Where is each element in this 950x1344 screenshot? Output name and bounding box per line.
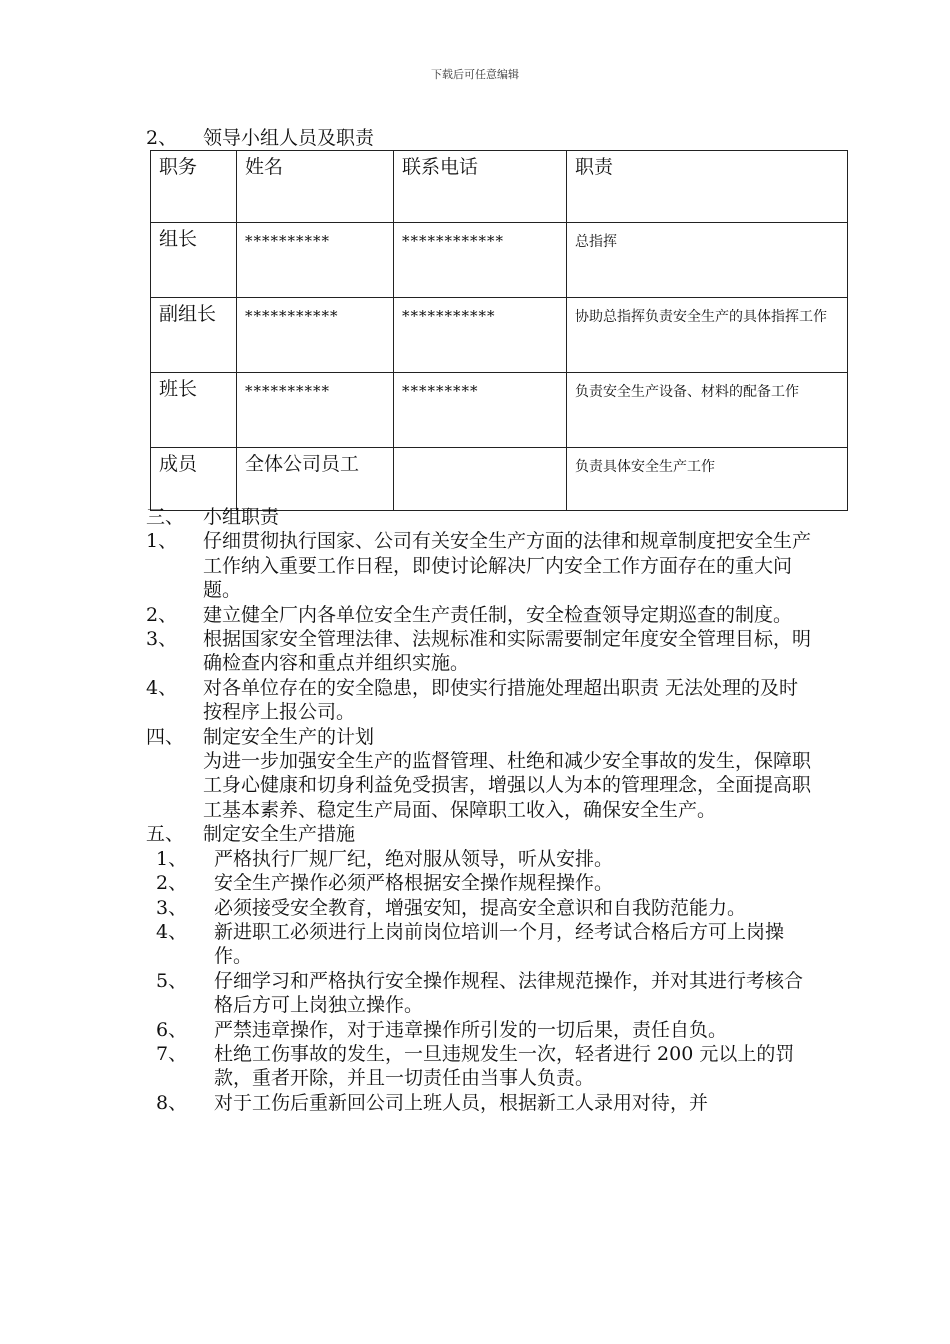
section4-heading bbox=[146, 725, 816, 749]
section2-number: 2、 bbox=[146, 127, 178, 149]
list-number: 3、 bbox=[156, 896, 188, 919]
list-number: 8、 bbox=[156, 1091, 188, 1114]
table-header-row bbox=[151, 151, 848, 223]
table-header-cell: 姓名 bbox=[237, 151, 394, 223]
list-text: 仔细学习和严格执行安全操作规程、法律规范操作，并对其进行考核合格后方可上岗独立操作。 bbox=[214, 969, 804, 1017]
list-number: 7、 bbox=[156, 1042, 188, 1065]
section2-heading bbox=[146, 126, 374, 150]
table-header-cell: 职责 bbox=[567, 151, 848, 223]
table-header-cell: 联系电话 bbox=[394, 151, 567, 223]
duty-cell: 负责安全生产设备、材料的配备工作 bbox=[567, 373, 848, 448]
list-item bbox=[146, 627, 816, 676]
phone-cell bbox=[394, 448, 567, 511]
list-item bbox=[146, 969, 816, 1018]
role-cell: 副组长 bbox=[151, 298, 237, 373]
name-cell: ********** bbox=[237, 373, 394, 448]
list-text: 严格执行厂规厂纪，绝对服从领导，听从安排。 bbox=[214, 847, 614, 870]
name-cell: ********** bbox=[237, 223, 394, 298]
section3-heading bbox=[146, 505, 816, 529]
list-item bbox=[146, 603, 816, 627]
table-row bbox=[151, 448, 848, 511]
duty-cell: 协助总指挥负责安全生产的具体指挥工作 bbox=[567, 298, 848, 373]
role-cell: 组长 bbox=[151, 223, 237, 298]
list-item bbox=[146, 920, 816, 969]
list-number: 2、 bbox=[146, 603, 178, 626]
list-text: 建立健全厂内各单位安全生产责任制，安全检查领导定期巡查的制度。 bbox=[203, 603, 793, 626]
list-number: 3、 bbox=[146, 628, 178, 651]
section3-title: 小组职责 bbox=[203, 506, 280, 528]
role-cell: 成员 bbox=[151, 448, 237, 511]
list-text: 对于工伤后重新回公司上班人员，根据新工人录用对待，并 bbox=[214, 1091, 709, 1114]
list-number: 6、 bbox=[156, 1018, 188, 1041]
list-item bbox=[146, 871, 816, 895]
list-number: 5、 bbox=[156, 969, 188, 992]
name-cell: 全体公司员工 bbox=[237, 448, 394, 511]
section2-title: 领导小组人员及职责 bbox=[203, 127, 375, 149]
list-item bbox=[146, 1091, 816, 1115]
table-row bbox=[151, 223, 848, 298]
list-text: 根据国家安全管理法律、法规标准和实际需要制定年度安全管理目标，明确检查内容和重点并组织实施。 bbox=[203, 628, 812, 675]
section4-paragraph: 为进一步加强安全生产的监督管理、杜绝和减少安全事故的发生，保障职工身心健康和切身利益免受损害，增强以人为本的管理理念，全面提高职工基本素养、稳定生产局面、保障职工收入，确保安全生产。 bbox=[203, 750, 812, 821]
list-text: 杜绝工伤事故的发生，一旦违规发生一次，轻者进行 200 元以上的罚款，重者开除，并且一切责任由当事人负责。 bbox=[214, 1042, 795, 1090]
list-text: 对各单位存在的安全隐患，即使实行措施处理超出职责 无法处理的及时按程序上报公司。 bbox=[203, 676, 799, 724]
role-cell: 班长 bbox=[151, 373, 237, 448]
section5-number: 五、 bbox=[146, 823, 185, 846]
phone-cell: *********** bbox=[394, 298, 567, 373]
table-header-cell: 职务 bbox=[151, 151, 237, 223]
phone-cell: ************ bbox=[394, 223, 567, 298]
list-text: 安全生产操作必须严格根据安全操作规程操作。 bbox=[214, 872, 614, 895]
section4-title: 制定安全生产的计划 bbox=[203, 725, 375, 748]
list-item bbox=[146, 676, 816, 725]
duty-cell: 总指挥 bbox=[567, 223, 848, 298]
list-text: 必须接受安全教育，增强安知，提高安全意识和自我防范能力。 bbox=[214, 896, 747, 919]
list-text: 严禁违章操作，对于违章操作所引发的一切后果，责任自负。 bbox=[214, 1018, 728, 1041]
duty-cell: 负责具体安全生产工作 bbox=[567, 448, 848, 511]
phone-cell: ********* bbox=[394, 373, 567, 448]
list-number: 4、 bbox=[156, 920, 188, 943]
table-row bbox=[151, 298, 848, 373]
list-number: 4、 bbox=[146, 676, 178, 699]
list-number: 2、 bbox=[156, 872, 188, 895]
list-number: 1、 bbox=[156, 847, 188, 870]
header-note: 下载后可任意编辑 bbox=[431, 68, 519, 81]
list-item bbox=[146, 896, 816, 920]
list-item bbox=[146, 847, 816, 871]
list-item bbox=[146, 1018, 816, 1042]
section3-number: 三、 bbox=[146, 506, 185, 528]
list-text: 新进职工必须进行上岗前岗位培训一个月，经考试合格后方可上岗操作。 bbox=[214, 920, 785, 968]
list-item bbox=[146, 529, 816, 602]
list-text: 仔细贯彻执行国家、公司有关安全生产方面的法律和规章制度把安全生产工作纳入重要工作日程，即使讨论解决厂内安全工作方面存在的重大问题。 bbox=[203, 530, 812, 602]
table-row bbox=[151, 373, 848, 448]
list-item bbox=[146, 1042, 816, 1091]
name-cell: *********** bbox=[237, 298, 394, 373]
section5-title: 制定安全生产措施 bbox=[203, 823, 356, 846]
list-number: 1、 bbox=[146, 530, 178, 553]
section5-heading bbox=[146, 822, 816, 846]
section4-number: 四、 bbox=[146, 725, 185, 748]
document-body bbox=[146, 505, 816, 1115]
leadership-table bbox=[150, 150, 848, 511]
